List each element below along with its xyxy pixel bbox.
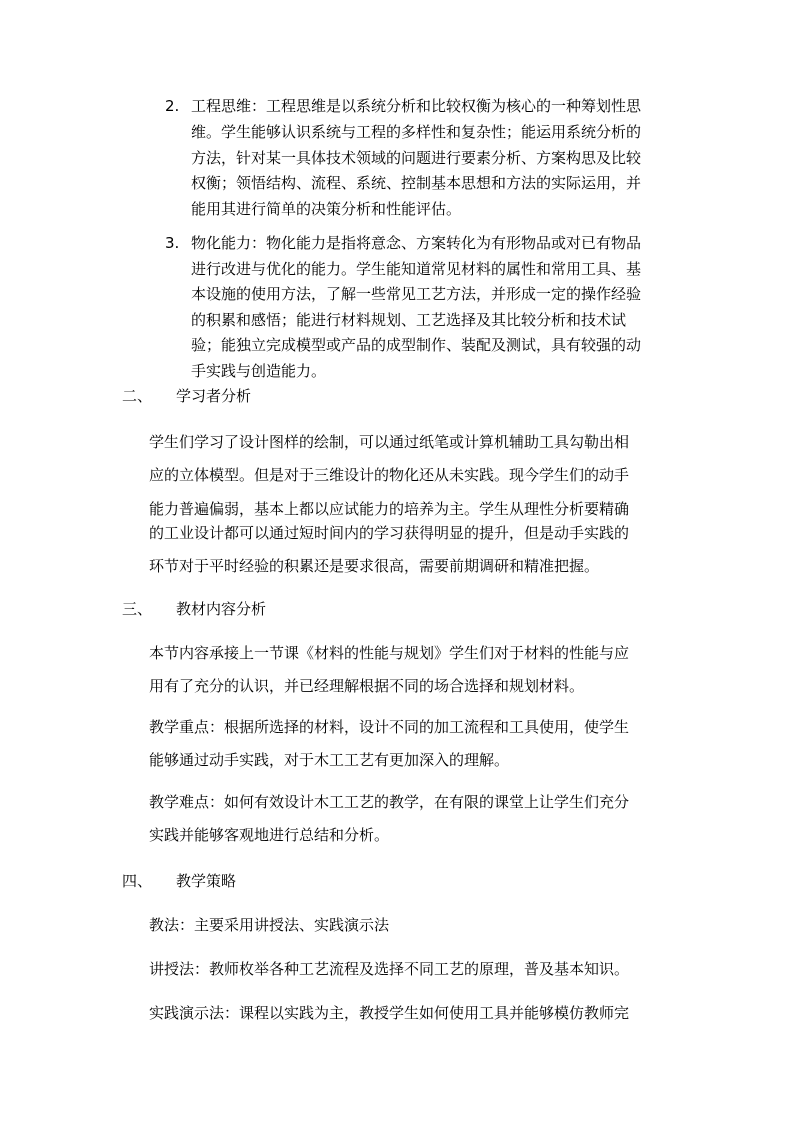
text-line: 能用其进行简单的决策分析和性能评估。 bbox=[191, 200, 462, 218]
paragraph-line: 环节对于平时经验的积累还是要求很高，需要前期调研和精准把握。 bbox=[149, 557, 600, 575]
text-line: 物化能力：物化能力是指将意念、方案转化为有形物品或对已有物品 bbox=[191, 234, 642, 252]
paragraph-line: 学生们学习了设计图样的绘制，可以通过纸笔或计算机辅助工具勾勒出相 bbox=[149, 433, 630, 451]
paragraph-line: 教法：主要采用讲授法、实践演示法 bbox=[149, 916, 390, 934]
list-number: 3. bbox=[165, 234, 180, 252]
text-line: 的积累和感悟；能进行材料规划、工艺选择及其比较分析和技术试 bbox=[191, 311, 627, 329]
text-line: 验；能独立完成模型或产品的成型制作、装配及测试，具有较强的动 bbox=[191, 336, 642, 354]
paragraph-line: 用有了充分的认识，并已经理解根据不同的场合选择和规划材料。 bbox=[149, 677, 585, 695]
paragraph-line: 本节内容承接上一节课《材料的性能与规划》学生们对于材料的性能与应 bbox=[149, 644, 630, 662]
section-heading: 学习者分析 bbox=[176, 387, 252, 405]
paragraph-line: 能够通过动手实践，对于木工工艺有更加深入的理解。 bbox=[149, 751, 510, 769]
text-line: 权衡；领悟结构、流程、系统、控制基本思想和方法的实际运用，并 bbox=[191, 174, 642, 192]
text-line: 手实践与创造能力。 bbox=[191, 362, 327, 380]
paragraph-line: 实践演示法：课程以实践为主，教授学生如何使用工具并能够模仿教师完 bbox=[149, 1004, 630, 1022]
text-line: 本设施的使用方法，了解一些常见工艺方法，并形成一定的操作经验 bbox=[191, 285, 642, 303]
section-heading: 教学策略 bbox=[176, 872, 237, 890]
list-number: 2. bbox=[165, 97, 180, 115]
text-line: 进行改进与优化的能力。学生能知道常见材料的属性和常用工具、基 bbox=[191, 260, 642, 278]
text-line: 维。学生能够认识系统与工程的多样性和复杂性；能运用系统分析的 bbox=[191, 123, 642, 141]
paragraph-line: 能力普遍偏弱，基本上都以应试能力的培养为主。学生从理性分析要精确 bbox=[149, 500, 630, 518]
text-line: 工程思维：工程思维是以系统分析和比较权衡为核心的一种筹划性思 bbox=[191, 97, 642, 115]
paragraph-line: 讲授法：教师枚举各种工艺流程及选择不同工艺的原理，普及基本知识。 bbox=[149, 960, 630, 978]
text-line: 方法，针对某一具体技术领域的问题进行要素分析、方案构思及比较 bbox=[191, 149, 642, 167]
paragraph-line: 教学难点：如何有效设计木工工艺的教学，在有限的课堂上让学生们充分 bbox=[149, 793, 630, 811]
section-number: 三、 bbox=[122, 600, 153, 618]
paragraph-line: 教学重点：根据所选择的材料，设计不同的加工流程和工具使用，使学生 bbox=[149, 718, 630, 736]
section-number: 二、 bbox=[122, 387, 153, 405]
section-number: 四、 bbox=[122, 872, 153, 890]
paragraph-line: 的工业设计都可以通过短时间内的学习获得明显的提升，但是动手实践的 bbox=[149, 524, 630, 542]
section-heading: 教材内容分析 bbox=[176, 600, 267, 618]
paragraph-line: 实践并能够客观地进行总结和分析。 bbox=[149, 826, 390, 844]
paragraph-line: 应的立体模型。但是对于三维设计的物化还从未实践。现今学生们的动手 bbox=[149, 466, 630, 484]
